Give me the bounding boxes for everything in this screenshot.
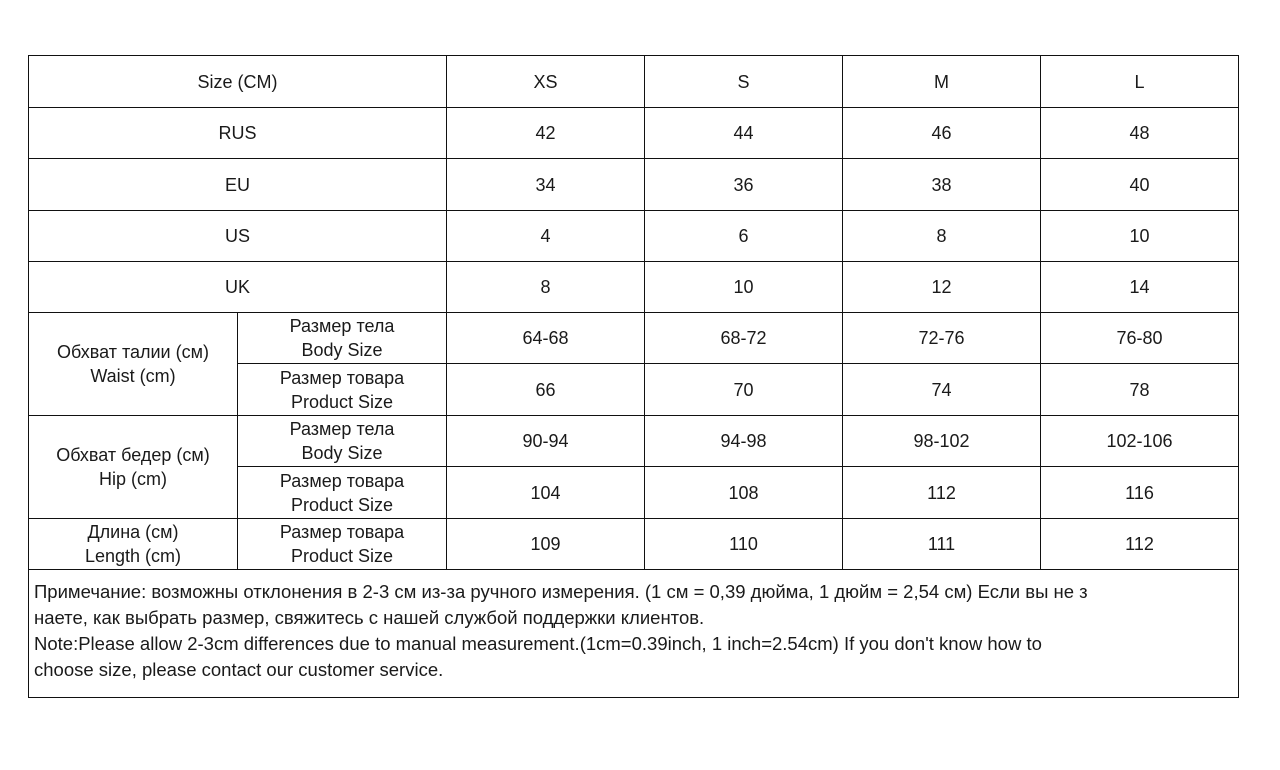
table-cell: 76-80 (1041, 313, 1239, 364)
size-header-l: L (1041, 56, 1239, 108)
header-row (29, 56, 1239, 108)
product-size-label-ru: Размер товара (279, 367, 405, 388)
body-size-label-ru: Размер тела (289, 316, 395, 336)
note-ru-line-1: Примечание: возможны отклонения в 2-3 см из-за ручного измерения. (1 см = 0,39 дюйма, 1 дюйм = 2,54 см) Если вы не з (34, 581, 1088, 602)
table-row-hip-body (29, 416, 1239, 467)
table-cell: 38 (843, 159, 1041, 211)
table-cell: 34 (447, 159, 645, 211)
hip-label-en: Hip (cm) (99, 469, 167, 489)
table-row-waist-body (29, 313, 1239, 364)
product-size-label-en: Product Size (290, 546, 394, 566)
note-ru-line-2: наете, как выбрать размер, свяжитесь с нашей службой поддержки клиентов. (34, 607, 705, 628)
size-chart-table (28, 55, 1239, 698)
size-header-label: Size (CM) (29, 56, 447, 108)
table-cell: 64-68 (447, 313, 645, 364)
table-cell: 116 (1041, 467, 1239, 519)
table-cell: 10 (1041, 211, 1239, 262)
table-cell: 112 (1041, 519, 1239, 570)
table-cell: 68-72 (645, 313, 843, 364)
waist-label-ru: Обхват талии (см) (57, 342, 209, 362)
table-cell: 78 (1041, 364, 1239, 416)
table-cell: 110 (645, 519, 843, 570)
product-size-label-ru: Размер товара (279, 522, 405, 542)
product-size-label-en: Product Size (290, 494, 394, 515)
table-cell: 108 (645, 467, 843, 519)
table-cell: 46 (843, 108, 1041, 159)
table-cell: 70 (645, 364, 843, 416)
table-cell: 42 (447, 108, 645, 159)
note-en-line-1: Note:Please allow 2-3cm differences due to manual measurement.(1cm=0.39inch, 1 inch=2.54cm) If you don't know how to (34, 633, 1042, 654)
body-size-label-ru: Размер тела (289, 419, 395, 439)
table-cell: 6 (645, 211, 843, 262)
product-size-label-ru: Размер товара (279, 470, 405, 491)
length-product-size-label (238, 519, 447, 570)
row-label-uk: UK (29, 262, 447, 313)
table-row-length (29, 519, 1239, 570)
product-size-label-en: Product Size (290, 391, 394, 412)
table-cell: 112 (843, 467, 1041, 519)
table-cell: 74 (843, 364, 1041, 416)
table-cell: 102-106 (1041, 416, 1239, 467)
table-cell: 36 (645, 159, 843, 211)
table-cell: 104 (447, 467, 645, 519)
body-size-label-en: Body Size (301, 340, 383, 360)
table-cell: 111 (843, 519, 1041, 570)
row-label-eu: EU (29, 159, 447, 211)
table-cell: 8 (843, 211, 1041, 262)
table-cell: 109 (447, 519, 645, 570)
table-row-us (29, 211, 1239, 262)
size-header-m: M (843, 56, 1041, 108)
table-cell: 10 (645, 262, 843, 313)
row-label-us: US (29, 211, 447, 262)
note-en-line-2: choose size, please contact our customer service. (34, 659, 444, 680)
size-header-s: S (645, 56, 843, 108)
table-row-rus (29, 108, 1239, 159)
waist-product-size-label (238, 364, 447, 416)
table-cell: 66 (447, 364, 645, 416)
table-cell: 8 (447, 262, 645, 313)
table-cell: 4 (447, 211, 645, 262)
table-cell: 48 (1041, 108, 1239, 159)
table-cell: 44 (645, 108, 843, 159)
table-cell: 12 (843, 262, 1041, 313)
hip-label (29, 416, 238, 519)
table-cell: 40 (1041, 159, 1239, 211)
waist-body-size-label (238, 313, 447, 364)
waist-label-en: Waist (cm) (90, 366, 176, 386)
table-cell: 72-76 (843, 313, 1041, 364)
measurement-note (29, 570, 1239, 698)
table-row-eu (29, 159, 1239, 211)
length-label-ru: Длина (см) (87, 522, 179, 542)
row-label-rus: RUS (29, 108, 447, 159)
table-row-uk (29, 262, 1239, 313)
hip-label-ru: Обхват бедер (см) (56, 445, 210, 465)
hip-product-size-label (238, 467, 447, 519)
note-row (29, 570, 1239, 698)
length-label-en: Length (cm) (84, 546, 182, 566)
table-cell: 94-98 (645, 416, 843, 467)
table-cell: 98-102 (843, 416, 1041, 467)
waist-label (29, 313, 238, 416)
hip-body-size-label (238, 416, 447, 467)
body-size-label-en: Body Size (301, 443, 383, 463)
table-cell: 14 (1041, 262, 1239, 313)
size-header-xs: XS (447, 56, 645, 108)
table-cell: 90-94 (447, 416, 645, 467)
length-label (29, 519, 238, 570)
